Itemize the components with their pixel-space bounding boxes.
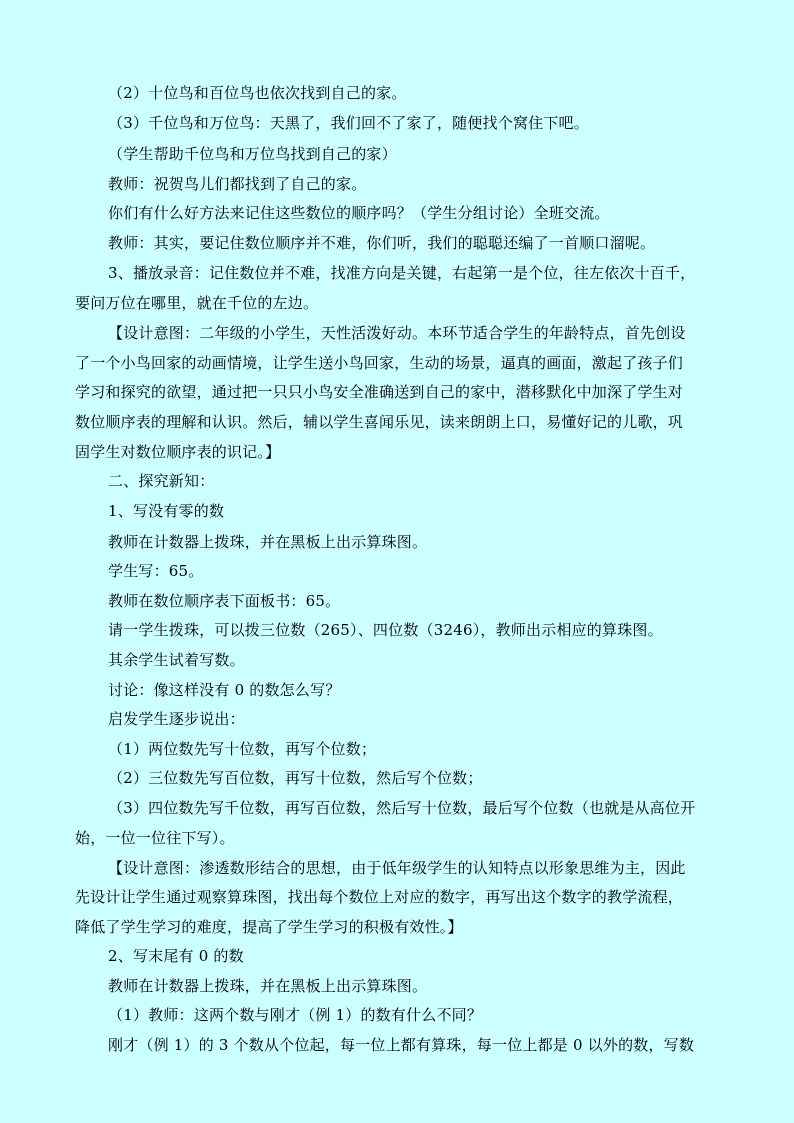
text-line: 二、探究新知： xyxy=(108,472,215,490)
text-line: 教师在数位顺序表下面板书：65。 xyxy=(108,592,341,610)
text-line: 教师：祝贺鸟儿们都找到了自己的家。 xyxy=(108,175,367,193)
text-line: 1、写没有零的数 xyxy=(108,502,225,520)
text-line: 讨论：像这样没有 0 的数怎么写？ xyxy=(108,681,341,699)
text-line: 固学生对数位顺序表的识记。】 xyxy=(75,443,281,461)
text-line: 学习和探究的欲望，通过把一只只小鸟安全准确送到自己的家中，潜移默化中加深了学生对 xyxy=(75,383,684,401)
text-line: （3）千位鸟和万位鸟：天黑了，我们回不了家了，随便找个窝住下吧。 xyxy=(108,114,589,132)
text-line: （学生帮助千位鸟和万位鸟找到自己的家） xyxy=(108,145,397,163)
text-line: 降低了学生学习的难度，提高了学生学习的积极有效性。】 xyxy=(75,918,463,936)
text-line: （3）四位数先写千位数，再写百位数，然后写十位数，最后写个位数（也就是从高位开 xyxy=(108,799,696,817)
text-line: （2）十位鸟和百位鸟也依次找到自己的家。 xyxy=(108,84,407,102)
text-line: 了一个小鸟回家的动画情境，让学生送小鸟回家，生动的场景，逼真的画面，激起了孩子们 xyxy=(75,354,684,372)
text-line: 启发学生逐步说出： xyxy=(108,710,245,728)
text-line: 数位顺序表的理解和认识。然后，辅以学生喜闻乐见，读来朗朗上口，易懂好记的儿歌，巩 xyxy=(75,413,684,431)
text-line: 请一学生拨珠，可以拨三位数（265）、四位数（3246），教师出示相应的算珠图。 xyxy=(108,621,663,639)
text-line: 教师：其实，要记住数位顺序并不难，你们听，我们的聪聪还编了一首顺口溜呢。 xyxy=(108,234,656,252)
text-line: 【设计意图：二年级的小学生，天性活泼好动。本环节适合学生的年龄特点，首先创设 xyxy=(108,324,686,342)
text-line: 3、播放录音：记住数位并不难，找准方向是关键，右起第一是个位，往左依次十百千， xyxy=(108,264,696,282)
text-line: 始，一位一位往下写）。 xyxy=(75,829,235,847)
text-line: 你们有什么好方法来记住这些数位的顺序吗？（学生分组讨论）全班交流。 xyxy=(108,204,610,222)
text-line: 【设计意图：渗透数形结合的思想，由于低年级学生的认知特点以形象思维为主，因此 xyxy=(108,859,686,877)
text-line: 学生写：65。 xyxy=(108,562,204,580)
text-line: （1）教师：这两个数与刚才（例 1）的数有什么不同？ xyxy=(108,1006,483,1024)
text-line: 教师在计数器上拨珠，并在黑板上出示算珠图。 xyxy=(108,533,428,551)
text-line: 其余学生试着写数。 xyxy=(108,651,245,669)
text-line: 2、写末尾有 0 的数 xyxy=(108,947,244,965)
text-line: 刚才（例 1）的 3 个数从个位起，每一位上都有算珠，每一位上都是 0 以外的数，写数 xyxy=(108,1036,695,1054)
text-line: （1）两位数先写十位数，再写个位数； xyxy=(108,740,377,758)
text-line: 要问万位在哪里，就在千位的左边。 xyxy=(75,294,319,312)
text-line: 先设计让学生通过观察算珠图，找出每个数位上对应的数字，再写出这个数字的教学流程， xyxy=(75,888,684,906)
text-line: 教师在计数器上拨珠，并在黑板上出示算珠图。 xyxy=(108,977,428,995)
text-line: （2）三位数先写百位数，再写十位数，然后写个位数； xyxy=(108,769,483,787)
